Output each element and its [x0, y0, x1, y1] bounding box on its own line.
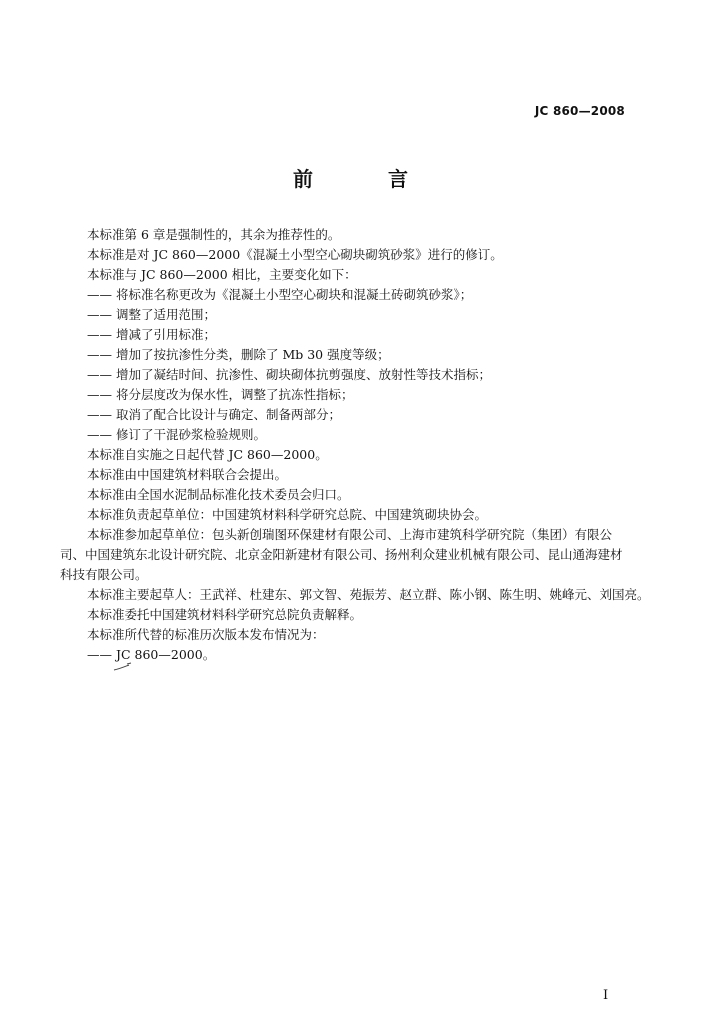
- change-item: —— 增加了凝结时间、抗渗性、砌块砌体抗剪强度、放射性等技术指标；: [87, 367, 491, 382]
- change-item: —— 增减了引用标准；: [87, 327, 216, 342]
- paragraph-responsible-drafters: 本标准负责起草单位：中国建筑材料科学研究总院、中国建筑砌块协会。: [87, 507, 488, 522]
- standard-code: JC 860—2008: [534, 104, 625, 118]
- change-item: —— 将分层度改为保水性，调整了抗冻性指标；: [87, 387, 354, 402]
- pen-mark: [113, 662, 135, 672]
- paragraph-revision-of: 本标准是对 JC 860—2000《混凝土小型空心砌块砌筑砂浆》进行的修订。: [87, 247, 503, 262]
- history-item: —— JC 860—2000。: [87, 647, 216, 662]
- change-item: —— 取消了配合比设计与确定、制备两部分；: [87, 407, 341, 422]
- paragraph-interpretation: 本标准委托中国建筑材料科学研究总院负责解释。: [87, 607, 363, 622]
- paragraph-participating-drafters: 本标准参加起草单位：包头新创瑞图环保建材有限公司、上海市建筑科学研究院（集团）有限公司、中国建筑东北设计研究院、北京金阳新建材有限公司、扬州利众建业机械有限公司、昆山通海建材科技有限公司。: [60, 527, 623, 582]
- paragraph-history: 本标准所代替的标准历次版本发布情况为：: [87, 627, 325, 642]
- change-item: —— 调整了适用范围；: [87, 307, 216, 322]
- page-title: 前 言: [293, 167, 442, 191]
- paragraph-main-changes: 本标准与 JC 860—2000 相比，主要变化如下：: [87, 267, 357, 282]
- page-number: I: [603, 988, 609, 1003]
- paragraph-mandatory-chapter: 本标准第 6 章是强制性的，其余为推荐性的。: [87, 227, 341, 242]
- paragraph-main-drafters: 本标准主要起草人：王武祥、杜建东、郭文智、苑振芳、赵立群、陈小钢、陈生明、姚峰元、刘国亮。: [87, 587, 650, 602]
- paragraph-replaces: 本标准自实施之日起代替 JC 860—2000。: [87, 447, 328, 462]
- foreword-body: [60, 225, 650, 665]
- change-item: —— 增加了按抗渗性分类，删除了 Mb 30 强度等级；: [87, 347, 390, 362]
- paragraph-proposed-by: 本标准由中国建筑材料联合会提出。: [87, 467, 288, 482]
- paragraph-centralized-by: 本标准由全国水泥制品标准化技术委员会归口。: [87, 487, 350, 502]
- change-item: —— 修订了干混砂浆检验规则。: [87, 427, 266, 442]
- change-item: —— 将标准名称更改为《混凝土小型空心砌块和混凝土砖砌筑砂浆》；: [87, 287, 473, 302]
